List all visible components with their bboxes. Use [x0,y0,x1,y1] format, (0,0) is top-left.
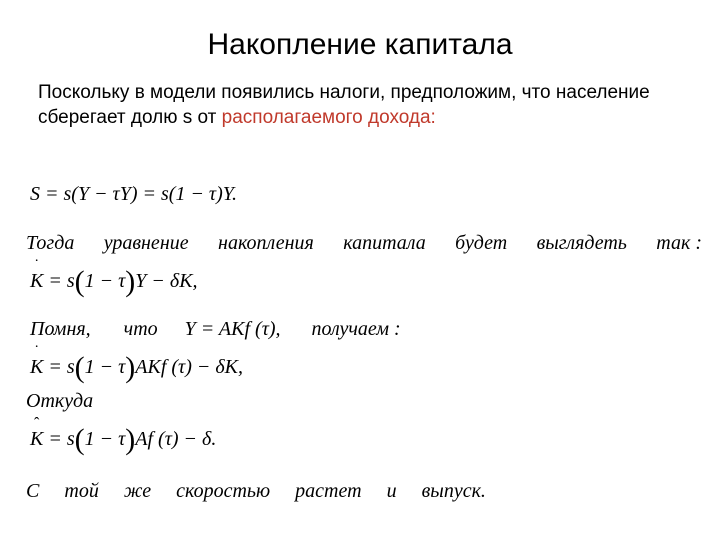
final-word: той [64,480,99,502]
rhs-tail: AKf (τ) − δK, [135,356,244,378]
dot-accent: ˙ [34,343,40,360]
second-equation [30,343,244,384]
equals-s: = s [48,356,75,378]
then-word: капитала [343,232,426,254]
remember-formula: Y = AKf (τ), [184,318,281,340]
final-word: же [123,480,152,502]
then-word: Тогда [26,232,75,254]
paren-close: ) [125,265,136,298]
final-word: С [26,480,40,502]
then-word: накопления [218,232,314,254]
paren-open: ( [74,351,85,384]
then-word: так : [656,232,702,254]
one-minus-tau: 1 − τ [84,428,126,450]
rhs-tail: Af (τ) − δ. [135,428,217,450]
final-word: растет [295,480,362,502]
intro-paragraph [38,80,698,130]
hat-accent: ˆ [34,415,40,432]
growth-equation [30,415,217,456]
paren-open: ( [74,265,85,298]
remember-word: что [123,318,158,340]
dot-accent: ˙ [34,257,40,274]
intro-highlight: располагаемого дохода [221,107,431,128]
k-symbol: K [30,270,44,292]
rhs-tail: Y − δK, [135,270,198,292]
accumulation-equation [30,257,198,298]
equals-s: = s [48,270,75,292]
slide-title: Накопление капитала [207,28,513,61]
paren-close: ) [125,351,136,384]
one-minus-tau: 1 − τ [84,270,126,292]
intro-text: Поскольку в модели появились налоги, предположим, что население сберегает долю s от [38,82,650,128]
k-dot [30,257,44,293]
intro-colon: : [430,107,436,128]
remember-word: Помня, [30,318,91,340]
then-word: выглядеть [536,232,627,254]
then-word: будет [455,232,508,254]
k-symbol: K [30,356,44,378]
remember-word: получаем : [311,318,401,340]
k-dot [30,343,44,379]
paren-open: ( [74,423,85,456]
whence-text: Откуда [26,390,94,412]
then-text [26,232,702,255]
final-text [26,480,486,503]
savings-formula: S = s(Y − τY) = s(1 − τ)Y. [30,183,238,205]
k-hat [30,415,44,451]
then-word: уравнение [103,232,189,254]
equals-s: = s [48,428,75,450]
paren-close: ) [125,423,136,456]
final-word: и [386,480,397,502]
final-word: выпуск. [421,480,486,502]
remember-text [30,318,401,341]
one-minus-tau: 1 − τ [84,356,126,378]
k-symbol: K [30,428,44,450]
final-word: скоростью [176,480,271,502]
